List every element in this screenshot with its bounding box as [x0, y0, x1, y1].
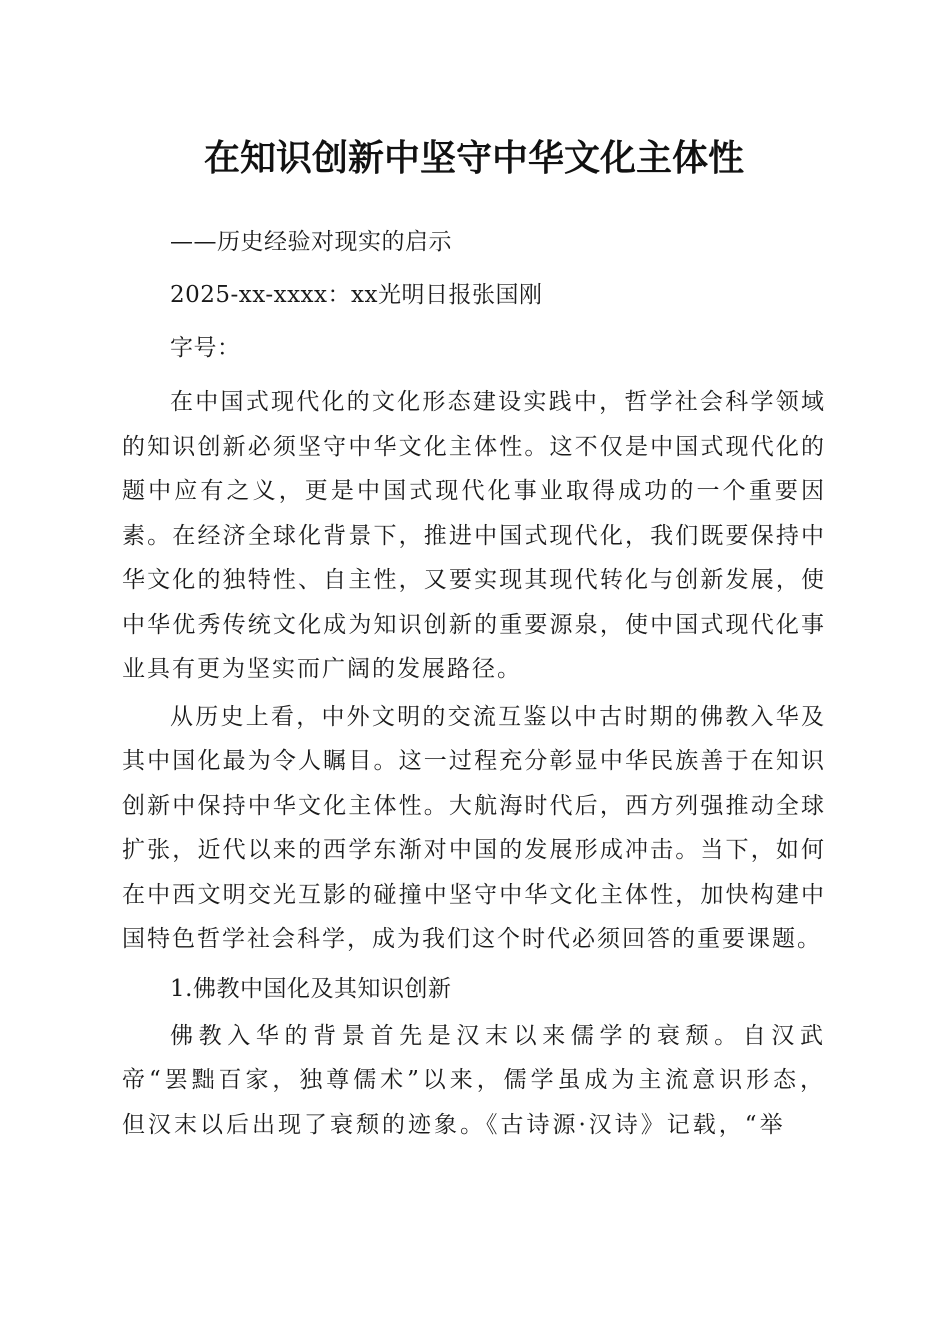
section-paragraph: 佛教入华的背景首先是汉末以来儒学的衰颓。自汉武帝“罢黜百家，独尊儒术”以来，儒学虽成为主流意识形态，但汉末以后出现了衰颓的迹象。《古诗源·汉诗》记载，“举: [122, 1022, 826, 1138]
body-paragraph-2: 从历史上看，中外文明的交流互鉴以中古时期的佛教入华及其中国化最为令人瞩目。这一过程充分彰显中华民族善于在知识创新中保持中华文化主体性。大航海时代后，西方列强推动全球扩张，近代以来的西学东渐对中国的发展形成冲击。当下，如何在中西文明交光互影的碰撞中坚守中华文化主体性，加快构建中国特色哲学社会科学，成为我们这个时代必须回答的重要课题。: [122, 703, 826, 952]
source-line: 2025-xx-xxxx：xx光明日报张国刚: [170, 282, 543, 308]
document-subtitle: ——历史经验对现实的启示: [170, 229, 452, 255]
body-paragraph-1: 在中国式现代化的文化形态建设实践中，哲学社会科学领域的知识创新必须坚守中华文化主体性。这不仅是中国式现代化的题中应有之义，更是中国式现代化事业取得成功的一个重要因素。在经济全球化背景下，推进中国式现代化，我们既要保持中华文化的独特性、自主性，又要实现其现代转化与创新发展，使中华优秀传统文化成为知识创新的重要源泉，使中国式现代化事业具有更为坚实而广阔的发展路径。: [122, 389, 826, 682]
char-count-label: 字号：: [170, 335, 241, 361]
document-title: 在知识创新中坚守中华文化主体性: [203, 138, 744, 179]
section-heading: 1.佛教中国化及其知识创新: [170, 975, 452, 1002]
